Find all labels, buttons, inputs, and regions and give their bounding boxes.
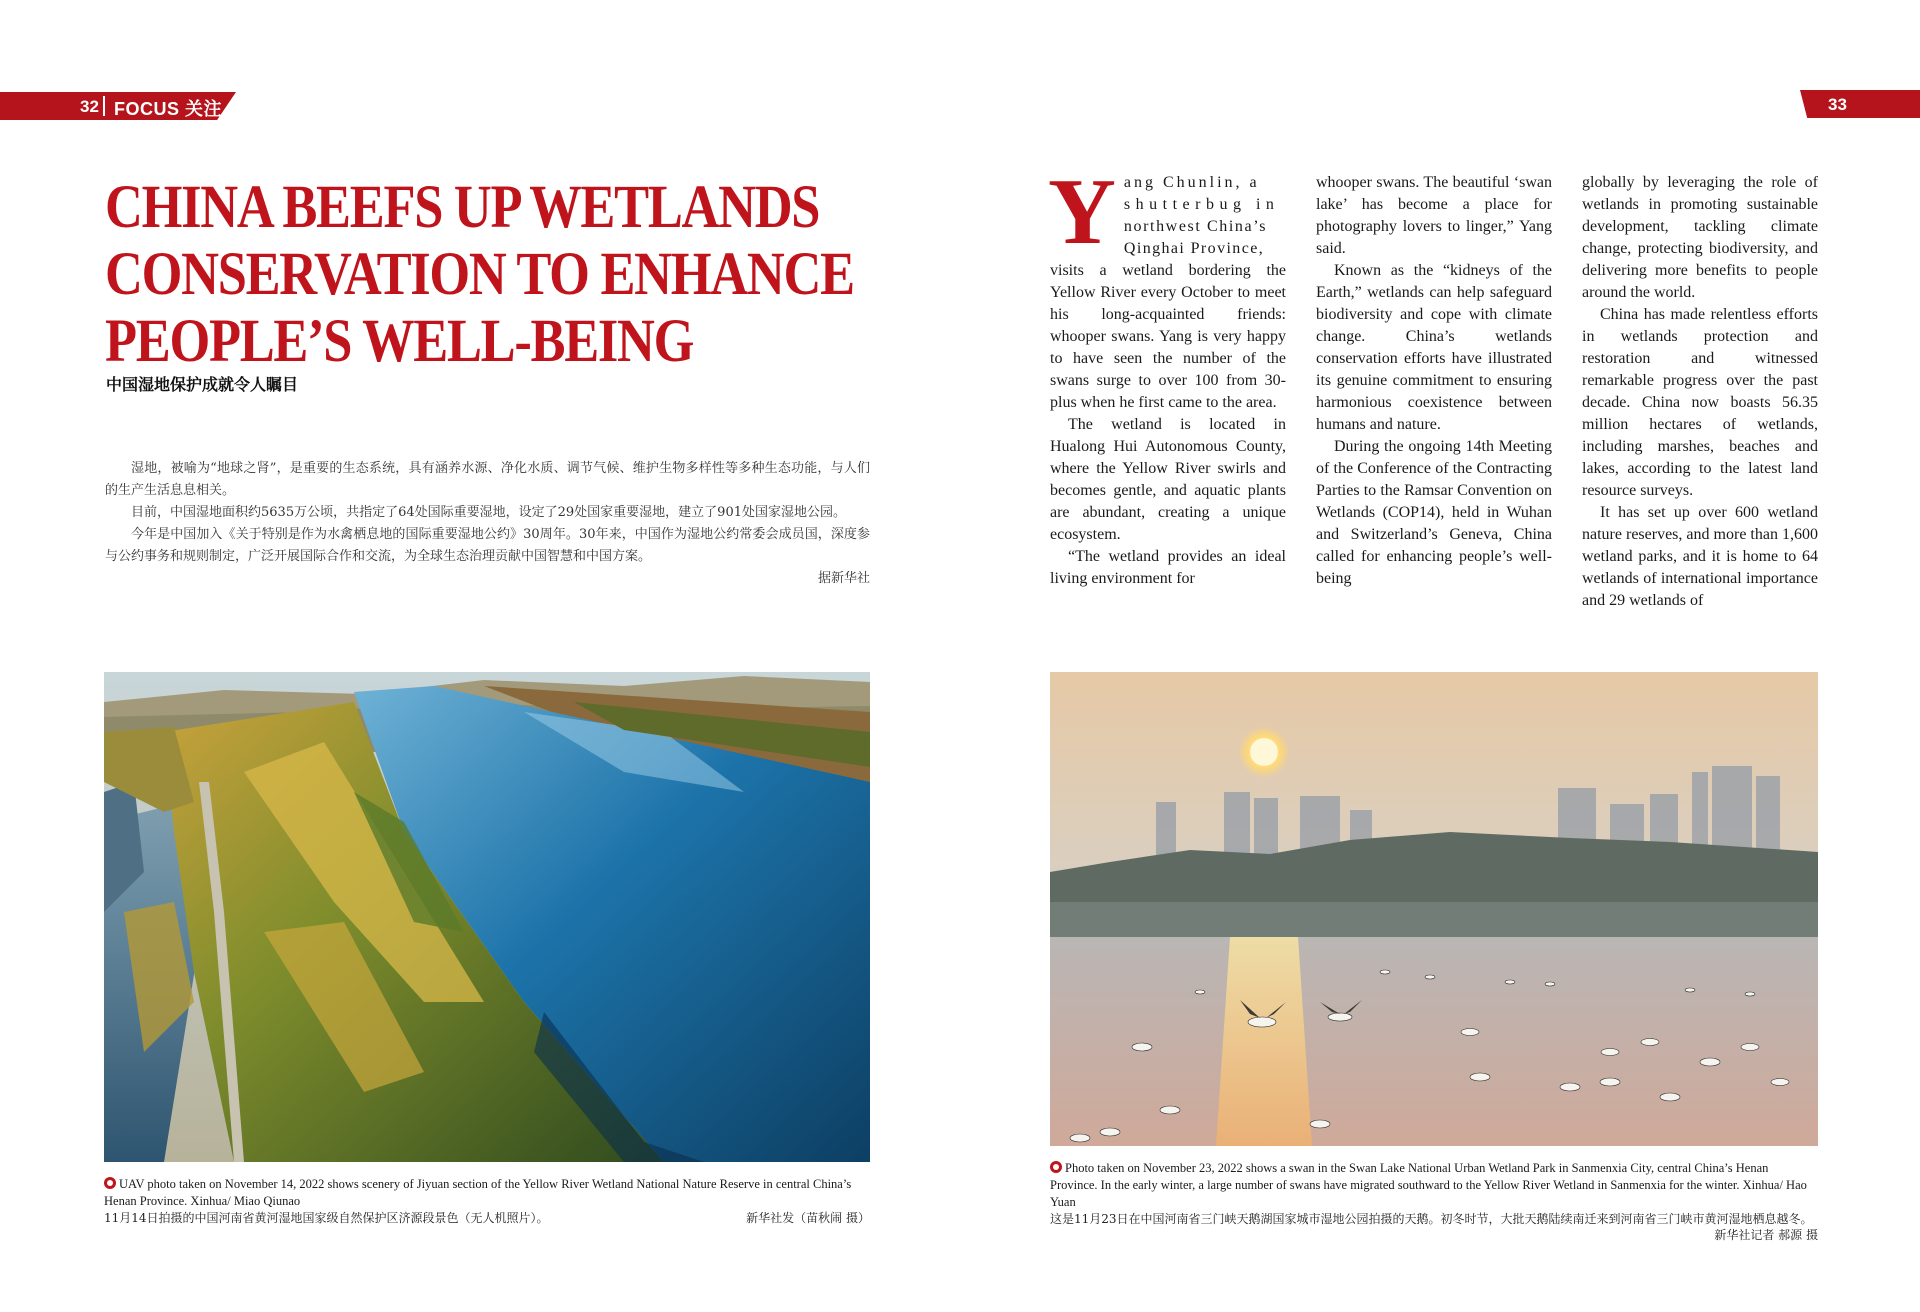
header-separator: [103, 96, 105, 116]
article-paragraph: China has made relentless efforts in wetlands protection and restoration and witnessed remarkable progress over the past decade. China now boasts 56.35 million hectares of wetlands, including marshes, beaches and lakes, according to the latest land resource surveys.: [1582, 306, 1818, 499]
aerial-wetland-photo: [104, 672, 870, 1162]
right-caption-credit: 新华社记者 郝源 摄: [1714, 1228, 1818, 1242]
opening-rest: visits a wetland bordering the Yellow River every October to meet his long-acquainted friends: whooper swans. Yang is very happy to have seen the number of the swans surge to over 100 from 30-plus when he first came to the area.: [1050, 262, 1286, 411]
article-column-2: [1316, 172, 1552, 590]
left-header-band: [0, 92, 236, 120]
left-caption-credit: 新华社发（苗秋闹 摄）: [746, 1211, 870, 1225]
right-caption-en: Photo taken on November 23, 2022 shows a swan in the Swan Lake National Urban Wetland Park in Sanmenxia City, central China’s Henan Province. In the early winter, a large number of swans have migrated southward to the Yellow River Wetland in Sanmenxia for the winter. Xinhua/ Hao Yuan: [1050, 1161, 1807, 1209]
article-paragraph: whooper swans. The beautiful ‘swan lake’ has become a place for photography lovers to linger,” Yang said.: [1316, 174, 1552, 257]
summary-cn: [105, 458, 870, 590]
summary-paragraph-1: 湿地，被喻为“地球之肾”，是重要的生态系统，具有涵养水源、净化水质、调节气候、维护生物多样性等多种生态功能，与人们的生产生活息息相关。: [105, 461, 870, 498]
right-header-fill: [1800, 90, 1920, 118]
headline: [105, 174, 854, 375]
left-caption-en: UAV photo taken on November 14, 2022 shows scenery of Jiyuan section of the Yellow River Wetland National Nature Reserve in central China’s Henan Province. Xinhua/ Miao Qiunao: [104, 1177, 852, 1208]
opening-line-4: Qinghai Province,: [1123, 240, 1265, 257]
opening-line-2: shutterbug in: [1123, 196, 1280, 213]
headline-line-3: PEOPLE’S WELL-BEING: [105, 308, 694, 375]
opening-line-1: ang Chunlin, a: [1123, 174, 1260, 191]
drop-cap: Y: [1048, 160, 1116, 264]
section-label-en: FOCUS: [114, 99, 180, 119]
swan-lake-photo: [1050, 672, 1818, 1146]
section-label-cn: 关注: [185, 99, 223, 119]
summary-source: 据新华社: [817, 571, 870, 586]
article-paragraph: During the ongoing 14th Meeting of the Conference of the Contracting Parties to the Ramsar Convention on Wetlands (COP14), held in Wuhan and Switzerland’s Geneva, China called for enhancing people’s well-being: [1316, 438, 1552, 587]
article-paragraph: “The wetland provides an ideal living environment for: [1050, 548, 1286, 587]
opening-line-3: northwest China’s: [1123, 218, 1268, 235]
article-paragraph: It has set up over 600 wetland nature reserves, and more than 1,600 wetland parks, and it is home to 64 wetlands of international importance and 29 wetlands of: [1582, 504, 1818, 609]
left-caption-cn: 11月14日拍摄的中国河南省黄河湿地国家级自然保护区济源段景色（无人机照片）。: [104, 1211, 549, 1225]
headline-line-1: CHINA BEEFS UP WETLANDS: [105, 174, 820, 241]
section-label: [114, 95, 222, 121]
right-photo-caption: [1050, 1160, 1818, 1243]
left-photo-caption: [104, 1176, 870, 1226]
subtitle-cn: 中国湿地保护成就令人瞩目: [106, 375, 299, 394]
article-column-1: [1048, 160, 1286, 590]
left-caption-cn-row: [104, 1210, 870, 1226]
article-paragraph: [1048, 160, 1286, 414]
article-paragraph: The wetland is located in Hualong Hui Autonomous County, where the Yellow River swirls and becomes gentle, and aquatic plants are abundant, creating a unique ecosystem.: [1050, 416, 1286, 543]
article-column-3: [1582, 172, 1818, 612]
aerial-wetland-illustration: [104, 672, 870, 1162]
right-page-number: 33: [1828, 95, 1847, 114]
right-header-band: [1800, 90, 1920, 118]
summary-paragraph-2: 目前，中国湿地面积约5635万公顷，共指定了64处国际重要湿地，设定了29处国家重要湿地，建立了901处国家湿地公园。: [131, 505, 846, 520]
caption-marker-icon: [1050, 1161, 1062, 1173]
caption-marker-icon: [104, 1177, 116, 1189]
right-caption-cn: 这是11月23日在中国河南省三门峡天鹅湖国家城市湿地公园拍摄的天鹅。初冬时节，大批天鹅陆续南迁来到河南省三门峡市黄河湿地栖息越冬。: [1050, 1212, 1813, 1226]
summary-paragraph-3: 今年是中国加入《关于特别是作为水禽栖息地的国际重要湿地公约》30周年。30年来，中国作为湿地公约常委会成员国，深度参与公约事务和规则制定，广泛开展国际合作和交流，为全球生态治理贡献中国智慧和中国方案。: [105, 527, 870, 564]
article-body: [1048, 160, 1818, 612]
article-paragraph: globally by leveraging the role of wetlands in promoting sustainable development, tackling climate change, protecting biodiversity, and delivering more benefits to people around the world.: [1582, 174, 1818, 301]
headline-line-2: CONSERVATION TO ENHANCE: [105, 241, 854, 308]
left-page-number: 32: [80, 97, 99, 116]
article-paragraph: Known as the “kidneys of the Earth,” wetlands can help safeguard biodiversity and cope with climate change. China’s wetlands conservation efforts have illustrated its genuine commitment to ensuring harmonious coexistence between humans and nature.: [1316, 262, 1552, 433]
swan-lake-illustration: [1050, 672, 1818, 1146]
